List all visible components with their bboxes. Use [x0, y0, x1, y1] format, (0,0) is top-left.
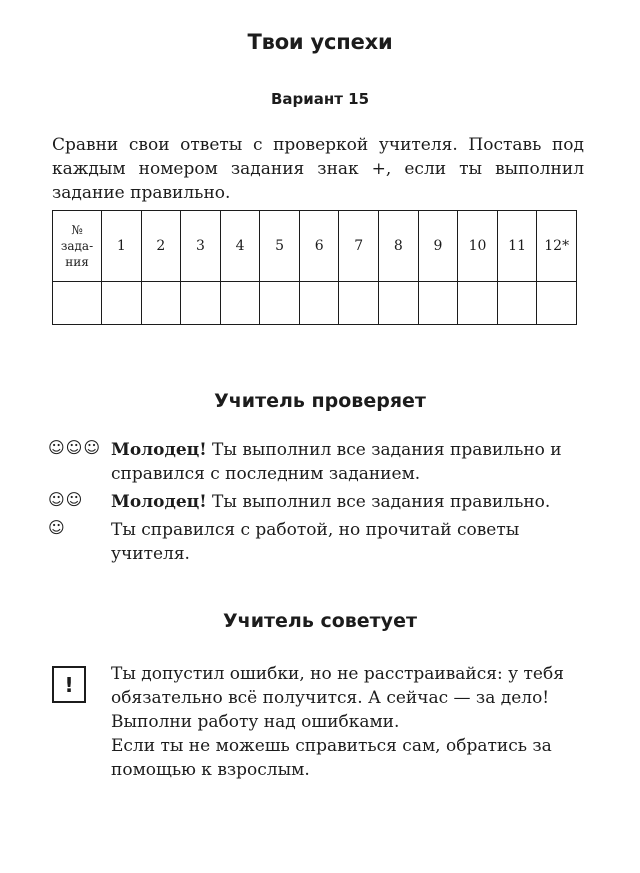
- mark-cell[interactable]: [458, 282, 498, 325]
- check-text: Ты выполнил все задания правильно и справился с последним заданием.: [111, 440, 562, 484]
- task-number-cell: 10: [458, 211, 498, 282]
- mark-cell[interactable]: [102, 282, 142, 325]
- smiley-icon: ☺☺: [48, 490, 84, 509]
- task-number-header: № зада- ния: [53, 211, 102, 282]
- mark-cell[interactable]: [339, 282, 379, 325]
- variant-label: Вариант 15: [270, 90, 370, 108]
- mark-cell[interactable]: [418, 282, 458, 325]
- advice-text: [111, 662, 591, 782]
- check-item-two: [111, 490, 591, 514]
- mark-cell[interactable]: [299, 282, 339, 325]
- mark-cell[interactable]: [379, 282, 419, 325]
- advice-line: Выполни работу над ошибками.: [111, 712, 400, 732]
- task-number-cell: 12*: [537, 211, 577, 282]
- mark-cell[interactable]: [497, 282, 537, 325]
- results-table: [52, 210, 577, 325]
- teacher-advises-heading: Учитель советует: [223, 610, 417, 632]
- praise-label: Молодец!: [111, 440, 207, 460]
- smiley-icon: ☺: [48, 518, 66, 537]
- task-number-cell: 1: [102, 211, 142, 282]
- check-text: Ты справился с работой, но прочитай советы учителя.: [111, 520, 520, 564]
- intro-text: Сравни свои ответы с проверкой учителя. Поставь под каждым номером задания знак +, если ты выполнил задание правильно.: [52, 135, 584, 203]
- check-item-one: [111, 518, 591, 566]
- advice-line: Если ты не можешь справиться сам, обратись за помощью к взрослым.: [111, 736, 552, 780]
- task-number-cell: 6: [299, 211, 339, 282]
- marks-row-header-cell: [53, 282, 102, 325]
- teacher-checks-heading: Учитель проверяет: [214, 390, 426, 412]
- mark-cell[interactable]: [181, 282, 221, 325]
- task-number-cell: 3: [181, 211, 221, 282]
- mark-cell[interactable]: [260, 282, 300, 325]
- check-text: Ты выполнил все задания правильно.: [206, 492, 551, 512]
- mark-cell[interactable]: [537, 282, 577, 325]
- task-number-cell: 2: [141, 211, 181, 282]
- task-number-cell: 5: [260, 211, 300, 282]
- advice-line: Ты допустил ошибки, но не расстраивайся: у тебя обязательно всё получится. А сейчас — за дело!: [111, 664, 564, 708]
- check-item-three: [111, 438, 591, 486]
- mark-cell[interactable]: [141, 282, 181, 325]
- exclamation-icon: !: [52, 666, 86, 703]
- task-number-cell: 8: [379, 211, 419, 282]
- mark-cell[interactable]: [220, 282, 260, 325]
- table-marks-row: [53, 282, 577, 325]
- smiley-icon: ☺☺☺: [48, 438, 102, 457]
- task-number-cell: 11: [497, 211, 537, 282]
- table-header-row: [53, 211, 577, 282]
- task-number-cell: 7: [339, 211, 379, 282]
- task-number-cell: 9: [418, 211, 458, 282]
- task-number-cell: 4: [220, 211, 260, 282]
- page-title: Твои успехи: [247, 30, 393, 54]
- praise-label: Молодец!: [111, 492, 207, 512]
